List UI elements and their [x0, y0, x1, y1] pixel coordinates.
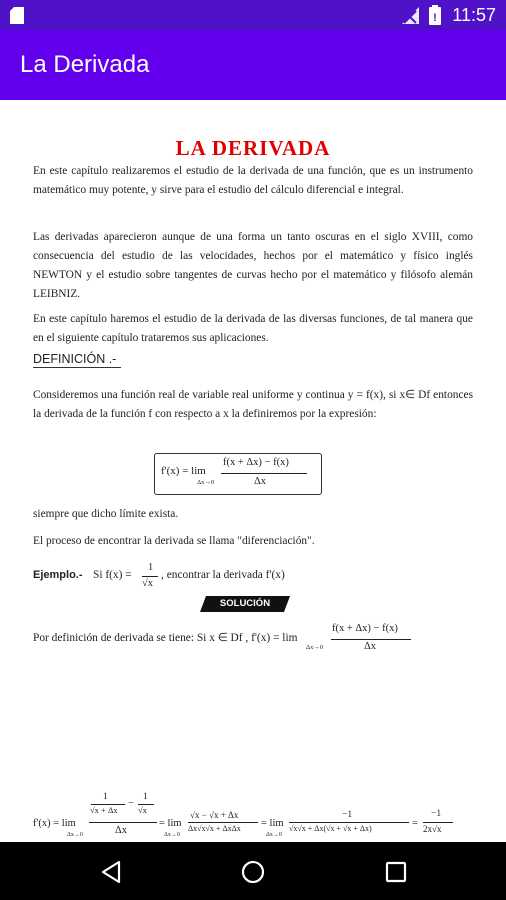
definition-label-text: DEFINICIÓN .- — [33, 352, 117, 366]
solution-numerator: f(x + Δx) − f(x) — [332, 623, 398, 634]
example-frac-bar — [142, 576, 158, 577]
paragraph-history: Las derivadas aparecieron aunque de una forma un tanto oscuras en el siglo XVIII, como consecuencia del estudio de las velocidades, hechos por el matemático y físico inglés NEWTON y el estudio sobre tangentes de curvas hecho por el matemático y filósofo alemán LEIBNIZ. — [33, 231, 473, 300]
solution-limit-subscript: Δx→0 — [306, 644, 324, 651]
example-frac-num: 1 — [148, 562, 154, 573]
example-frac-den: √x — [142, 578, 154, 589]
eq-f1-main-bar — [89, 822, 157, 823]
example-text-b: , encontrar la derivada f'(x) — [161, 569, 285, 581]
eq-f4-num: −1 — [431, 809, 442, 819]
solution-line — [33, 625, 473, 655]
clock: 11:57 — [452, 5, 496, 25]
formula-denominator: Δx — [254, 476, 267, 487]
recents-icon[interactable] — [385, 861, 407, 883]
eq-f1-den: Δx — [115, 825, 128, 836]
expanded-derivative-equation — [33, 790, 473, 842]
eq-f1-a-den: √x + Δx — [90, 805, 118, 815]
eq-lhs: f'(x) = lim — [33, 818, 76, 829]
eq-f3-bar — [289, 822, 409, 823]
app-bar — [0, 30, 506, 100]
eq-f2-den: Δx√x√x + ΔxΔx — [188, 824, 241, 833]
formula-lhs: f'(x) = lim — [161, 465, 206, 477]
solution-label: SOLUCIÓN — [219, 598, 271, 609]
back-icon[interactable] — [100, 860, 122, 884]
formula-fraction-bar — [221, 473, 307, 474]
derivative-formula-box — [154, 453, 322, 495]
navigation-bar — [0, 842, 506, 900]
example-label: Ejemplo.- — [33, 569, 83, 581]
eq-f4-bar — [423, 822, 453, 823]
paragraph-intro: En este capítulo realizaremos el estudio de la derivada de una función, que es un instrumento matemático muy potente, y sirve para el estudio del cálculo diferencial e integral. — [33, 165, 473, 196]
eq-f2-num: √x − √x + Δx — [190, 810, 239, 820]
eq-sub-3: Δx→0 — [266, 832, 282, 838]
eq-f1-b-den: √x — [138, 805, 147, 815]
paragraph-definition: Consideremos una función real de variable real uniforme y continua y = f(x), si x∈ Df entonces la derivada de la función f con respecto a x la definiremos por la expresión: — [33, 389, 473, 420]
sd-card-icon — [10, 7, 24, 24]
solution-text: Por definición de derivada se tiene: Si x ∈ Df , f'(x) = lim — [33, 632, 298, 644]
eq-f1-b-num: 1 — [143, 792, 148, 802]
svg-text:!: ! — [433, 12, 437, 24]
eq-eq3: = lim — [261, 818, 284, 829]
document-heading: LA DERIVADA — [175, 136, 331, 160]
paragraph-scope: En este capítulo haremos el estudio de la derivada de las diversas funciones, de tal manera que en el siguiente capítulo trataremos sus aplicaciones. — [33, 313, 473, 344]
status-bar — [0, 0, 506, 30]
battery-icon — [429, 5, 441, 25]
eq-f1-a-num: 1 — [103, 792, 108, 802]
paragraph-condition: siempre que dicho límite exista. — [33, 508, 179, 520]
definition-label — [33, 352, 121, 368]
eq-f3-num: −1 — [342, 810, 353, 820]
document-page[interactable] — [0, 100, 506, 842]
eq-f2-bar — [188, 822, 258, 823]
eq-minus-1: − — [128, 798, 134, 809]
example-text-a: Si f(x) = — [93, 569, 132, 581]
eq-sub-2: Δx→0 — [164, 832, 180, 838]
formula-numerator: f(x + Δx) − f(x) — [223, 457, 289, 468]
solution-badge — [200, 596, 290, 612]
solution-denominator: Δx — [364, 641, 377, 652]
eq-f4-den: 2x√x — [423, 824, 442, 834]
paragraph-process: El proceso de encontrar la derivada se llama "diferenciación". — [33, 535, 315, 547]
eq-eq4: = — [412, 818, 418, 829]
formula-limit-subscript: Δx→0 — [197, 479, 215, 486]
solution-fraction-bar — [331, 639, 411, 640]
app-title: La Derivada — [20, 51, 150, 78]
eq-eq2: = lim — [159, 818, 182, 829]
example-line — [33, 562, 473, 593]
home-icon[interactable] — [241, 860, 265, 884]
eq-sub-1: Δx→0 — [67, 832, 83, 838]
signal-off-icon — [402, 7, 420, 24]
eq-f3-den: √x√x + Δx(√x + √x + Δx) — [289, 824, 372, 833]
